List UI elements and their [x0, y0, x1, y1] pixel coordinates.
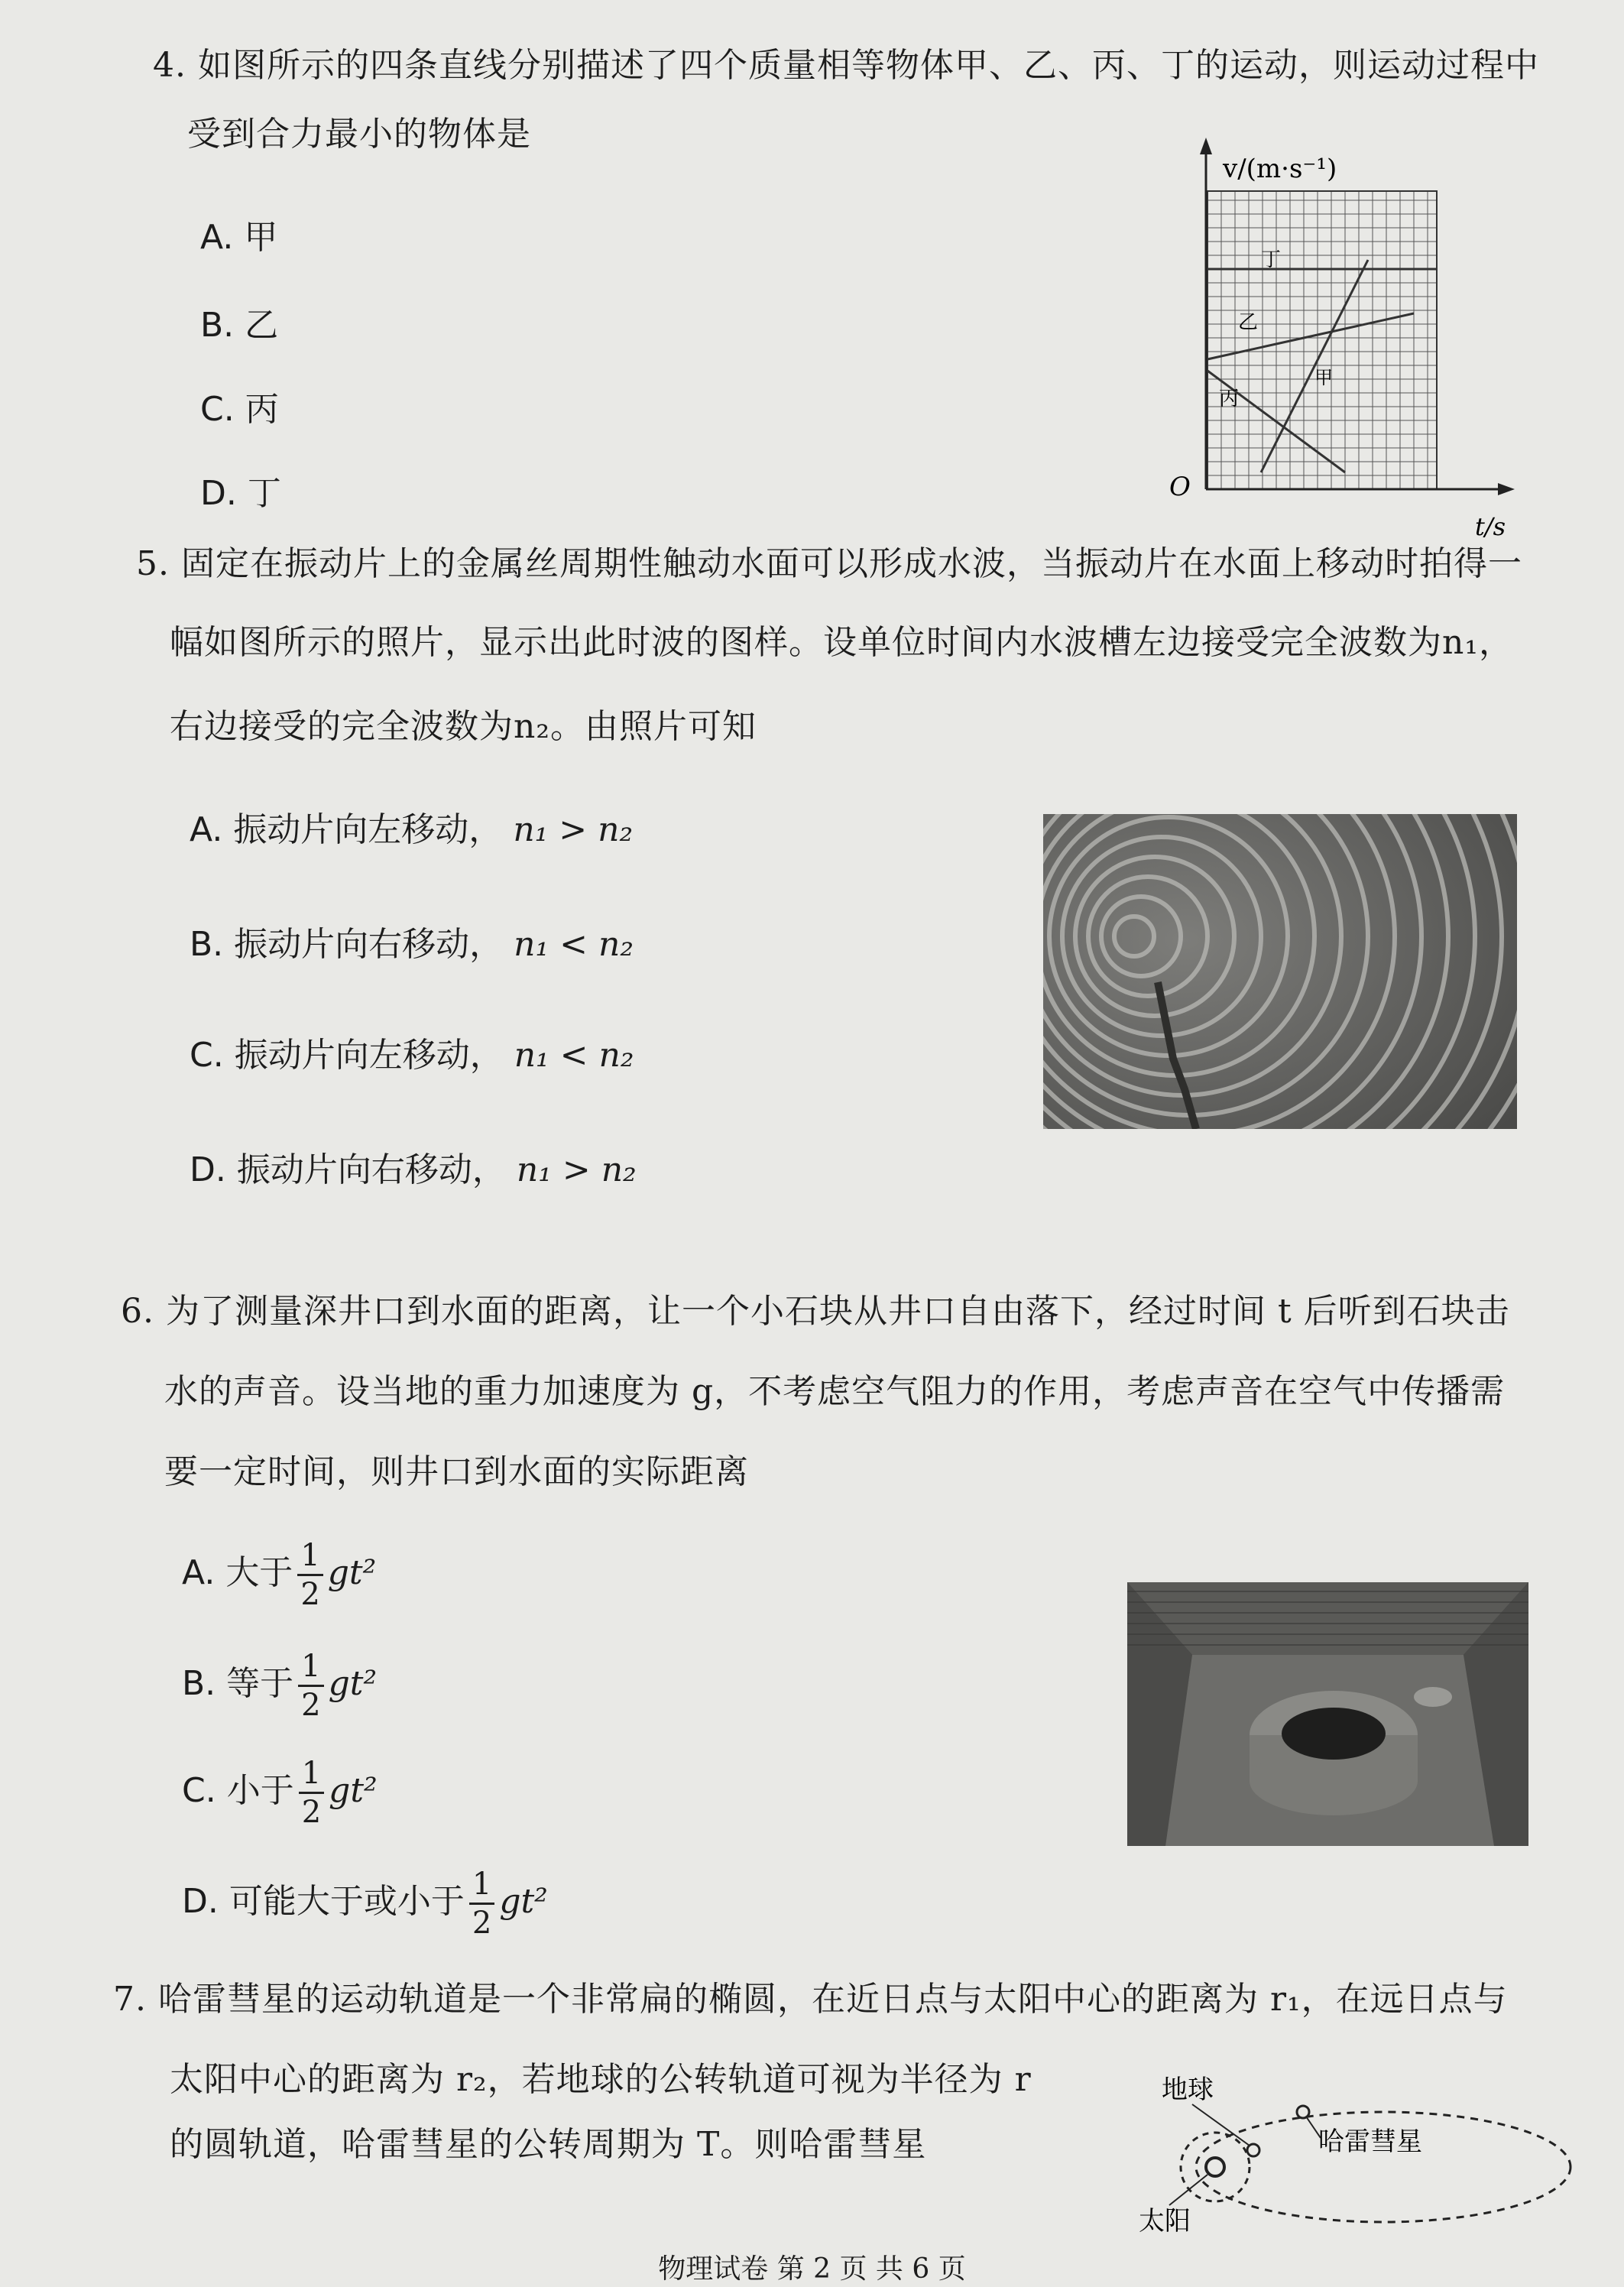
q6-line2: 水的声音。设当地的重力加速度为 g，不考虑空气阻力的作用，考虑声音在空气中传播需: [164, 1372, 1506, 1411]
earth-label: 地球: [1162, 2075, 1214, 2105]
frac-den: 2: [300, 1577, 320, 1612]
wave-photo: [1043, 814, 1517, 1129]
q5-line2: 幅如图所示的照片，显示出此时波的图样。设单位时间内水波槽左边接受完全波数为n₁，: [170, 623, 1513, 662]
q5-option-a[interactable]: [190, 810, 633, 851]
option-label: C.: [182, 1771, 216, 1810]
option-label: A.: [200, 218, 234, 257]
q4-option-d[interactable]: [200, 474, 281, 514]
option-label: C.: [190, 1036, 224, 1075]
x-axis-arrow-icon: [1498, 483, 1515, 495]
frac-den: 2: [301, 1688, 321, 1723]
option-text: 小于: [226, 1771, 294, 1810]
line-label-bing: 丙: [1219, 388, 1240, 410]
option-text: 乙: [245, 306, 279, 345]
option-text: 振动片向右移动，: [234, 925, 504, 964]
q5-option-b[interactable]: [190, 925, 634, 965]
option-relation: n₁ > n₂: [516, 1150, 637, 1189]
q4-option-b[interactable]: [200, 306, 278, 346]
option-label: B.: [182, 1664, 216, 1703]
fraction: [469, 1867, 494, 1941]
q4-vt-graph: [1146, 130, 1544, 558]
q7-number: 7.: [113, 1980, 147, 2019]
sun-label: 太阳: [1139, 2206, 1191, 2237]
q5-text-1: 固定在振动片上的金属丝周期性触动水面可以形成水波，当振动片在水面上移动时拍得一: [180, 544, 1522, 583]
option-label: D.: [182, 1882, 219, 1921]
option-label: D.: [190, 1150, 226, 1189]
option-label: B.: [190, 925, 224, 964]
q4-number: 4.: [153, 46, 186, 85]
page-footer: 物理试卷 第 2 页 共 6 页: [658, 2253, 966, 2285]
q6-option-a[interactable]: [182, 1540, 376, 1610]
frac-num: 1: [299, 1758, 324, 1794]
expr: gt²: [327, 1553, 377, 1592]
frac-num: 1: [298, 1651, 323, 1687]
q5-option-d[interactable]: [190, 1150, 637, 1191]
graph-grid: [1207, 191, 1437, 489]
q6-option-b[interactable]: [182, 1651, 377, 1721]
q4-option-a[interactable]: [200, 218, 277, 258]
q7-line2: 太阳中心的距离为 r₂，若地球的公转轨道可视为半径为 r: [170, 2060, 1032, 2099]
q7-text-1: 哈雷彗星的运动轨道是一个非常扁的椭圆，在近日点与太阳中心的距离为 r₁，在远日点与: [157, 1980, 1508, 2019]
origin-label: O: [1169, 472, 1191, 502]
option-text: 等于: [226, 1664, 294, 1703]
x-axis-label: t/s: [1475, 512, 1506, 541]
fraction: [298, 1651, 323, 1721]
q4-option-c[interactable]: [200, 390, 279, 430]
q4-text-1: 如图所示的四条直线分别描述了四个质量相等物体甲、乙、丙、丁的运动，则运动过程中: [197, 46, 1539, 85]
q6-line1: [121, 1292, 1510, 1332]
q7-line1: [113, 1980, 1508, 2020]
line-label-yi: 乙: [1238, 311, 1259, 334]
expr: gt²: [329, 1771, 378, 1810]
frac-den: 2: [472, 1906, 492, 1941]
line-jia: [1261, 260, 1368, 472]
option-text: 丙: [245, 390, 279, 429]
line-label-jia: 甲: [1314, 367, 1333, 388]
option-relation: n₁ < n₂: [514, 925, 634, 964]
q6-option-c[interactable]: [182, 1758, 378, 1828]
option-text: 振动片向左移动，: [234, 1036, 504, 1075]
sun-icon: [1206, 2158, 1224, 2176]
q5-option-c[interactable]: [190, 1036, 634, 1076]
q5-number: 5.: [136, 544, 170, 583]
y-axis-arrow-icon: [1200, 138, 1212, 154]
fraction: [297, 1540, 323, 1610]
well-photo: [1127, 1582, 1528, 1846]
line-label-ding: 丁: [1261, 248, 1282, 271]
frac-num: 1: [469, 1869, 494, 1905]
option-label: A.: [190, 810, 223, 849]
q6-line3: 要一定时间，则井口到水面的实际距离: [164, 1452, 749, 1491]
frac-den: 2: [301, 1795, 322, 1830]
option-relation: n₁ < n₂: [514, 1036, 634, 1075]
option-text: 甲: [244, 218, 278, 257]
q6-text-1: 为了测量深井口到水面的距离，让一个小石块从井口自由落下，经过时间 t 后听到石块击: [165, 1292, 1510, 1331]
q4-line1: [153, 46, 1539, 86]
expr: gt²: [328, 1664, 378, 1703]
q7-line3: 的圆轨道，哈雷彗星的公转周期为 T。则哈雷彗星: [170, 2125, 927, 2164]
q6-number: 6.: [121, 1292, 154, 1331]
option-text: 振动片向右移动，: [236, 1150, 506, 1189]
q6-option-d[interactable]: [182, 1867, 548, 1941]
orbit-diagram: [1139, 2068, 1582, 2240]
option-label: A.: [182, 1553, 216, 1592]
option-text: 振动片向左移动，: [233, 810, 503, 849]
option-label: D.: [200, 474, 237, 513]
comet-label: 哈雷彗星: [1318, 2126, 1422, 2157]
option-text: 丁: [247, 474, 281, 513]
option-text: 可能大于或小于: [229, 1882, 465, 1921]
expr: gt²: [499, 1882, 548, 1921]
y-axis-label: v/(m·s⁻¹): [1223, 154, 1337, 184]
fraction: [299, 1758, 324, 1828]
option-label: C.: [200, 390, 235, 429]
q4-line2: 受到合力最小的物体是: [187, 115, 531, 154]
comet-icon: [1297, 2106, 1309, 2118]
option-relation: n₁ > n₂: [513, 810, 634, 849]
q5-line1: [136, 544, 1522, 585]
frac-num: 1: [297, 1540, 323, 1576]
option-label: B.: [200, 306, 235, 345]
q5-line3: 右边接受的完全波数为n₂。由照片可知: [170, 707, 757, 746]
option-text: 大于: [225, 1553, 293, 1592]
